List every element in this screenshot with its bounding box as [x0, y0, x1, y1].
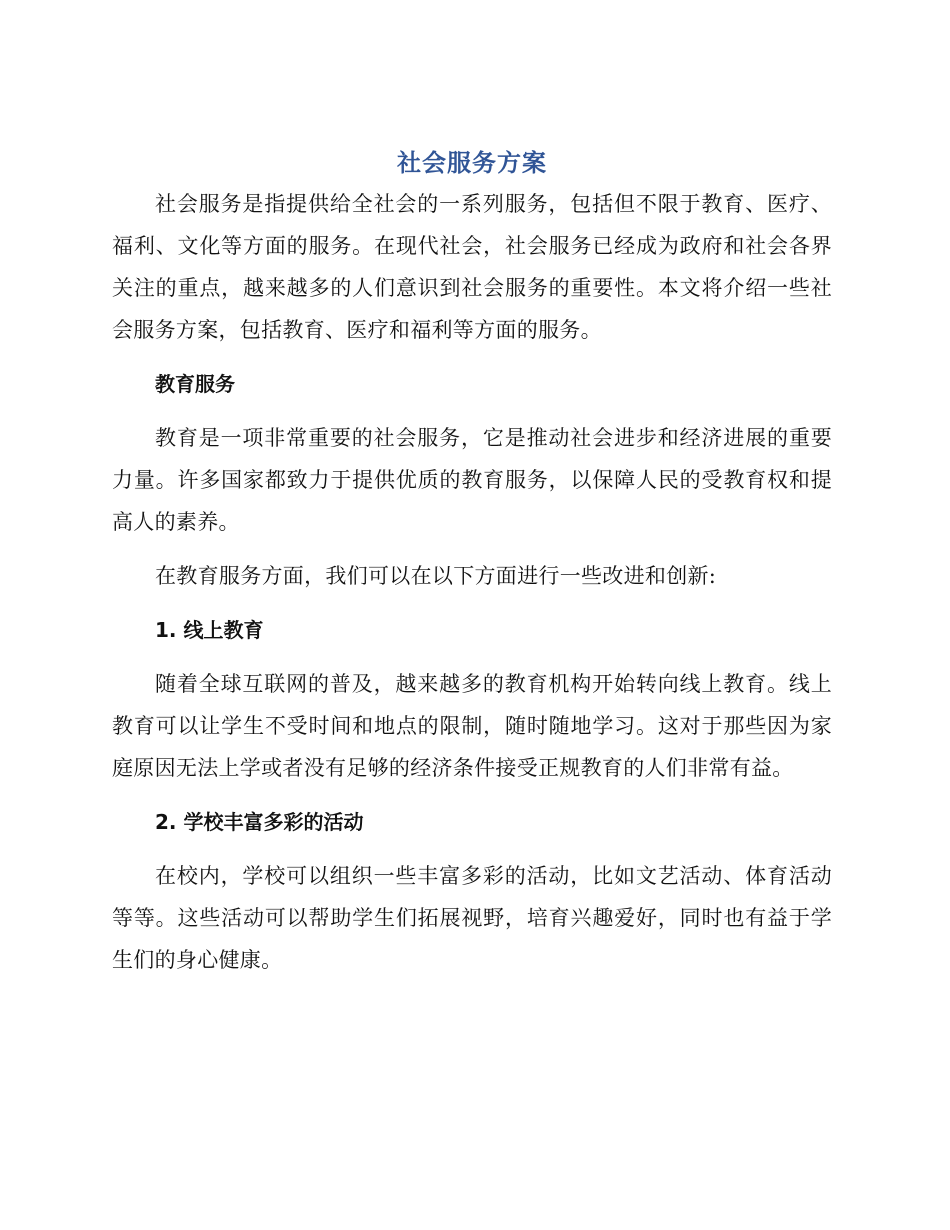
- spacer: [112, 597, 832, 609]
- education-paragraph-2: 在教育服务方面，我们可以在以下方面进行一些改进和创新:: [155, 564, 717, 588]
- spacer: [112, 843, 832, 855]
- document-title: 社会服务方案: [397, 149, 547, 177]
- spacer: [112, 543, 832, 555]
- spacer: [112, 789, 832, 801]
- education-paragraph-1: 教育是一项非常重要的社会服务，它是推动社会进步和经济进展的重要力量。许多国家都致力于提供优质的教育服务，以保障人民的受教育权和提高人的素养。: [112, 426, 832, 534]
- item-text-online-education: 随着全球互联网的普及，越来越多的教育机构开始转向线上教育。线上教育可以让学生不受时间和地点的限制，随时随地学习。这对于那些因为家庭原因无法上学或者没有足够的经济条件接受正规教育的人们非常有益。: [112, 672, 832, 780]
- item-heading-school-activities: 2. 学校丰富多彩的活动: [155, 810, 364, 834]
- intro-paragraph: 社会服务是指提供给全社会的一系列服务，包括但不限于教育、医疗、福利、文化等方面的服务。在现代社会，社会服务已经成为政府和社会各界关注的重点，越来越多的人们意识到社会服务的重要性。本文将介绍一些社会服务方案，包括教育、医疗和福利等方面的服务。: [112, 192, 832, 342]
- section-heading-education: 教育服务: [155, 372, 235, 396]
- document-body: [112, 143, 832, 981]
- spacer: [112, 351, 832, 363]
- spacer: [112, 651, 832, 663]
- spacer: [112, 405, 832, 417]
- item-heading-online-education: 1. 线上教育: [155, 618, 264, 642]
- item-text-school-activities: 在校内，学校可以组织一些丰富多彩的活动，比如文艺活动、体育活动等等。这些活动可以帮助学生们拓展视野，培育兴趣爱好，同时也有益于学生们的身心健康。: [112, 864, 832, 972]
